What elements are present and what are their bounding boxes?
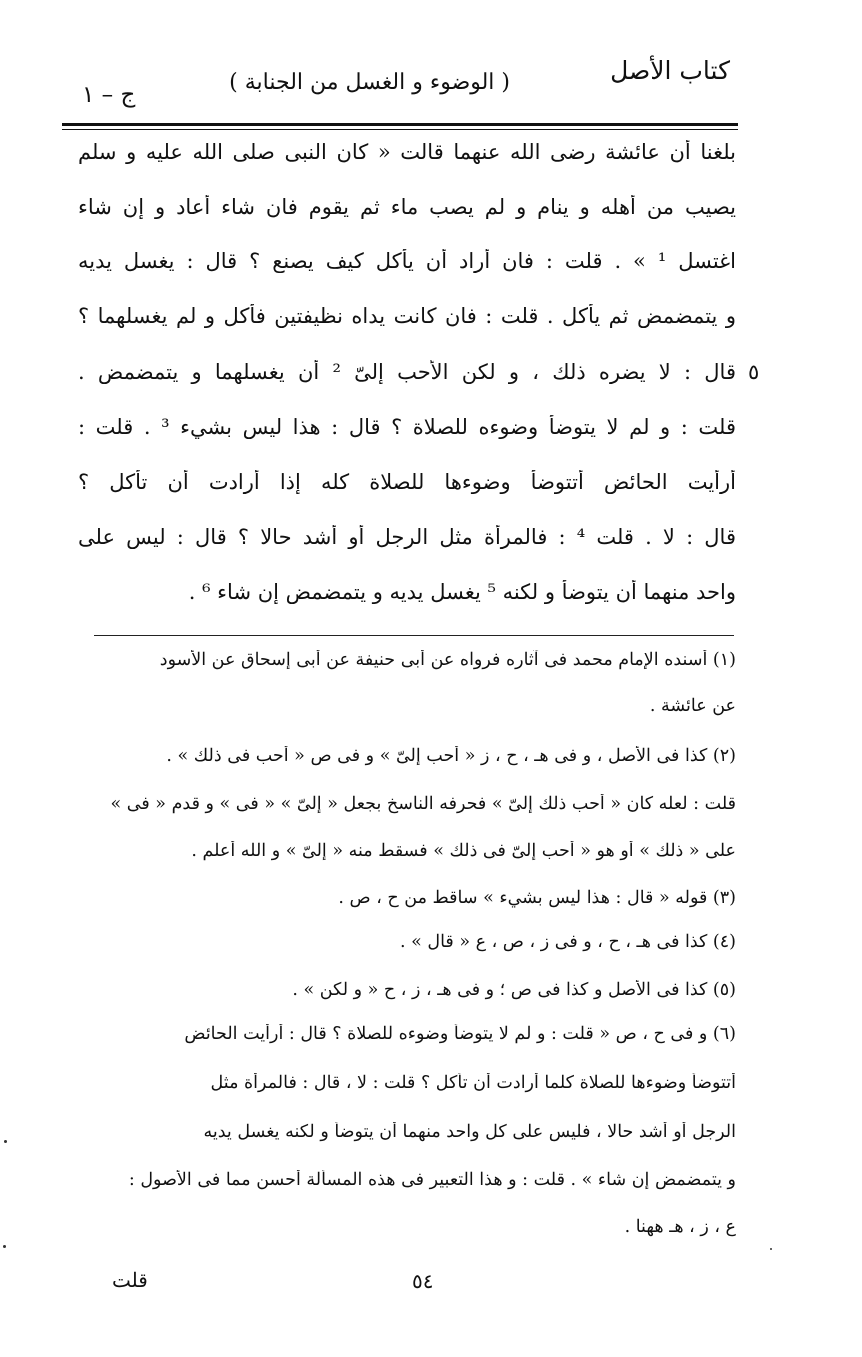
footnote-line: أتتوضأ وضوءها للصلاة كلما أرادت أن تأكل ؟ قلت : لا ، قال : فالمرأة مثل: [210, 1073, 736, 1093]
footnote-line: (٤) كذا فى هـ ، ح ، و فى ز ، ص ، ع « قال » .: [399, 932, 736, 952]
footnote-line: الرجل أو أشد حالا ، فليس على كل واحد منهما أن يتوضأ و لكنه يغسل يديه: [203, 1122, 736, 1142]
body-line: قال : لا . قلت ⁴ : فالمرأة مثل الرجل أو أشد حالا ؟ قال : ليس على: [78, 525, 736, 549]
footnote-line: قلت : لعله كان « أحب ذلك إلىّ » فحرفه الناسخ بجعل « إلىّ » « فى » و قدم « فى »: [110, 794, 736, 814]
footnote-line: ع ، ز ، هـ ههنا .: [624, 1217, 736, 1237]
footnote-line: على « ذلك » أو هو « أحب إلىّ فى ذلك » فسقط منه « إلىّ » و الله أعلم .: [191, 841, 736, 861]
volume-number: ج – ١: [82, 82, 136, 108]
catchword: قلت: [112, 1268, 148, 1292]
header-rule-thin: [62, 129, 738, 130]
body-line: اغتسل ¹ » . قلت : فان أراد أن يأكل كيف يصنع ؟ قال : يغسل يديه: [78, 249, 736, 273]
scan-speck: [770, 1248, 772, 1250]
body-line: بلغنا أن عائشة رضى الله عنهما قالت « كان النبى صلى الله عليه و سلم: [78, 140, 736, 164]
footnote-line: عن عائشة .: [649, 696, 736, 716]
section-title: ( الوضوء و الغسل من الجنابة ): [229, 70, 510, 95]
body-line: و يتمضمض ثم يأكل . قلت : فان كانت يداه نظيفتين فأكل و لم يغسلهما ؟: [78, 304, 736, 328]
footnote-line: (٢) كذا فى الأصل ، و فى هـ ، ح ، ز « أحب إلىّ » و فى ص « أحب فى ذلك » .: [166, 746, 736, 766]
footnote-separator: [94, 635, 734, 636]
body-line: قال : لا يضره ذلك ، و لكن الأحب إلىّ ² أن يغسلهما و يتمضمض .: [78, 360, 736, 384]
book-title: كتاب الأصل: [610, 56, 730, 85]
page-number: ٥٤: [412, 1269, 434, 1293]
footnote-line: (٦) و فى ح ، ص « قلت : و لم لا يتوضأ وضوءه للصلاة ؟ قال : أرأيت الحائض: [184, 1024, 736, 1044]
body-line: قلت : و لم لا يتوضأ وضوءه للصلاة ؟ قال : هذا ليس بشيء ³ . قلت :: [78, 415, 736, 439]
body-line: واحد منهما أن يتوضأ و لكنه ⁵ يغسل يديه و يتمضمض إن شاء ⁶ .: [188, 580, 736, 604]
footnote-line: و يتمضمض إن شاء » . قلت : و هذا التعبير فى هذه المسألة أحسن مما فى الأصول :: [128, 1170, 736, 1190]
header-rule: [62, 123, 738, 126]
line-number-marker: ٥: [748, 360, 760, 384]
scan-speck: [3, 1245, 6, 1248]
footnote-line: (٣) قوله « قال : هذا ليس بشيء » ساقط من ح ، ص .: [338, 888, 736, 908]
body-line: يصيب من أهله و ينام و لم يصب ماء ثم يقوم فان شاء أعاد و إن شاء: [78, 195, 736, 219]
footnote-line: (١) أسنده الإمام محمد فى آثاره فرواه عن أبى حنيفة عن أبى إسحاق عن الأسود: [159, 650, 736, 670]
body-line: أرأيت الحائض أتتوضأ وضوءها للصلاة كله إذا أرادت أن تأكل ؟: [78, 470, 736, 494]
footnote-line: (٥) كذا فى الأصل و كذا فى ص ؛ و فى هـ ، ز ، ح « و لكن » .: [292, 980, 736, 1000]
scan-speck: [4, 1140, 7, 1143]
